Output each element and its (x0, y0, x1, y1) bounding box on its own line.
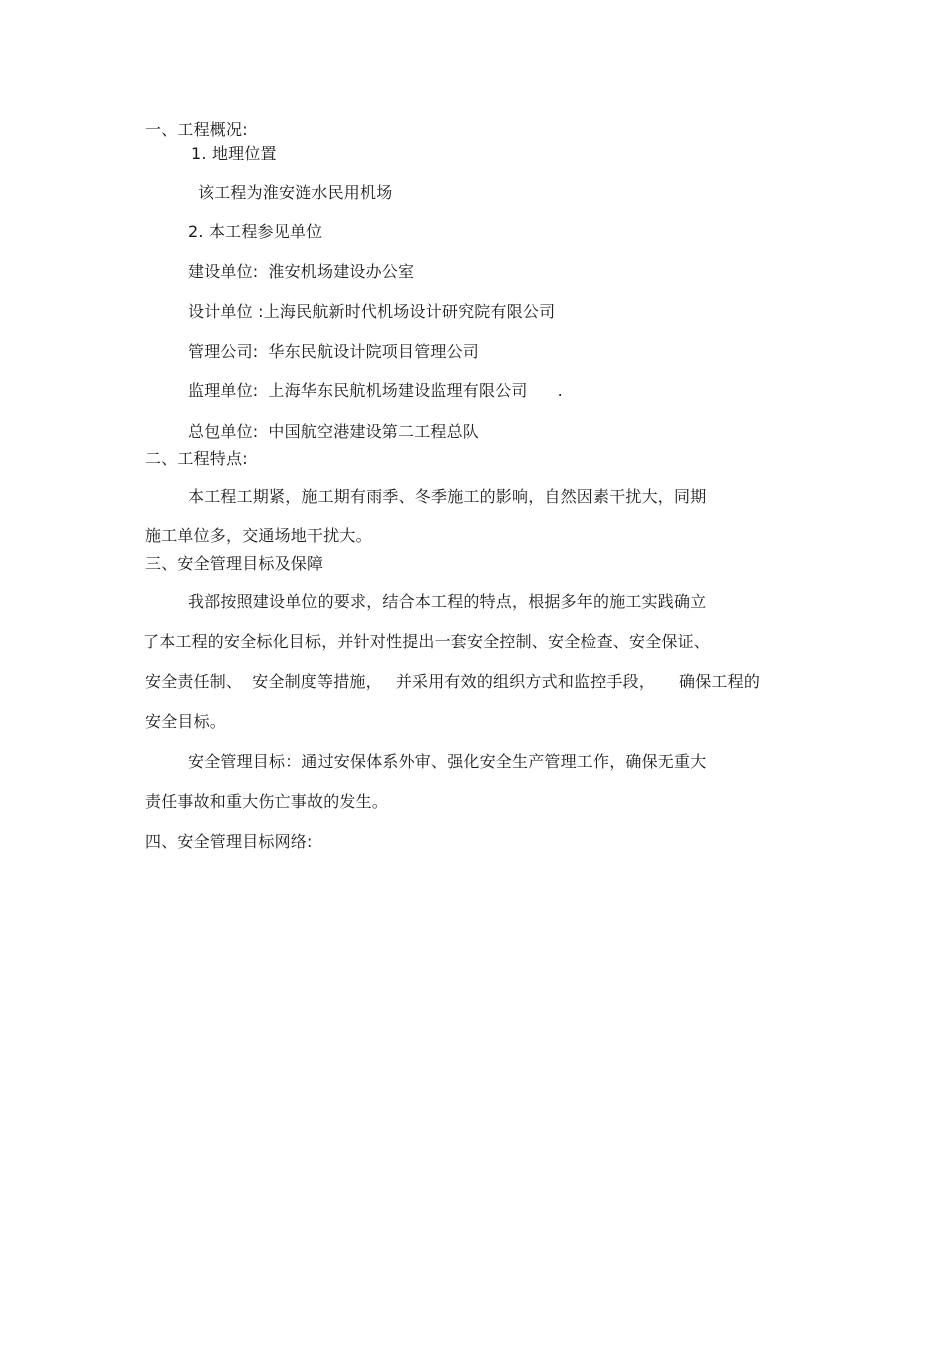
unit-value: 上海华东民航机场建设监理有限公司 (268, 381, 528, 400)
unit-value: 中国航空港建设第二工程总队 (268, 422, 480, 441)
unit-label: 建设单位: (188, 262, 259, 281)
section2-para-line: 施工单位多，交通场地干扰大。 (145, 526, 372, 545)
unit-label: 总包单位: (188, 422, 259, 441)
item1-title: 1. 地理位置 (191, 144, 277, 163)
unit-value: 淮安机场建设办公室 (268, 262, 415, 281)
section2-para-line: 本工程工期紧，施工期有雨季、冬季施工的影响，自然因素干扰大，同期 (188, 487, 707, 506)
section3-para1-line: 了本工程的安全标化目标，并针对性提出一套安全控制、安全检查、安全保证、 (143, 632, 711, 651)
unit-value: 上海民航新时代机场设计研究院有限公司 (263, 302, 556, 321)
section3-para1-line: 安全责任制、 安全制度等措施， 并采用有效的组织方式和监控手段， 确保工程的 (145, 672, 761, 691)
unit-trail: . (557, 381, 563, 400)
unit-label: 监理单位: (188, 381, 259, 400)
unit-row-design (188, 302, 555, 322)
section3-para2-line: 责任事故和重大伤亡事故的发生。 (145, 792, 389, 811)
section2-heading: 二、工程特点: (145, 449, 248, 468)
section4-heading: 四、安全管理目标网络: (145, 832, 313, 851)
unit-row-supervision (188, 381, 563, 401)
unit-value: 华东民航设计院项目管理公司 (268, 342, 480, 361)
section3-heading: 三、安全管理目标及保障 (145, 554, 324, 573)
item2-title: 2. 本工程参见单位 (188, 222, 323, 241)
unit-row-contractor (188, 422, 479, 442)
section3-para1-line: 我部按照建设单位的要求，结合本工程的特点，根据多年的施工实践确立 (188, 592, 707, 611)
section3-para2-line: 安全管理目标：通过安保体系外审、强化安全生产管理工作，确保无重大 (188, 752, 707, 771)
unit-row-construction (188, 262, 414, 282)
section3-para1-line: 安全目标。 (145, 712, 227, 731)
item1-text: 该工程为淮安涟水民用机场 (198, 183, 393, 202)
unit-label: 管理公司: (188, 342, 259, 361)
section1-heading: 一、工程概况: (145, 120, 248, 139)
unit-label: 设计单位 : (188, 302, 264, 321)
unit-row-management (188, 342, 479, 362)
